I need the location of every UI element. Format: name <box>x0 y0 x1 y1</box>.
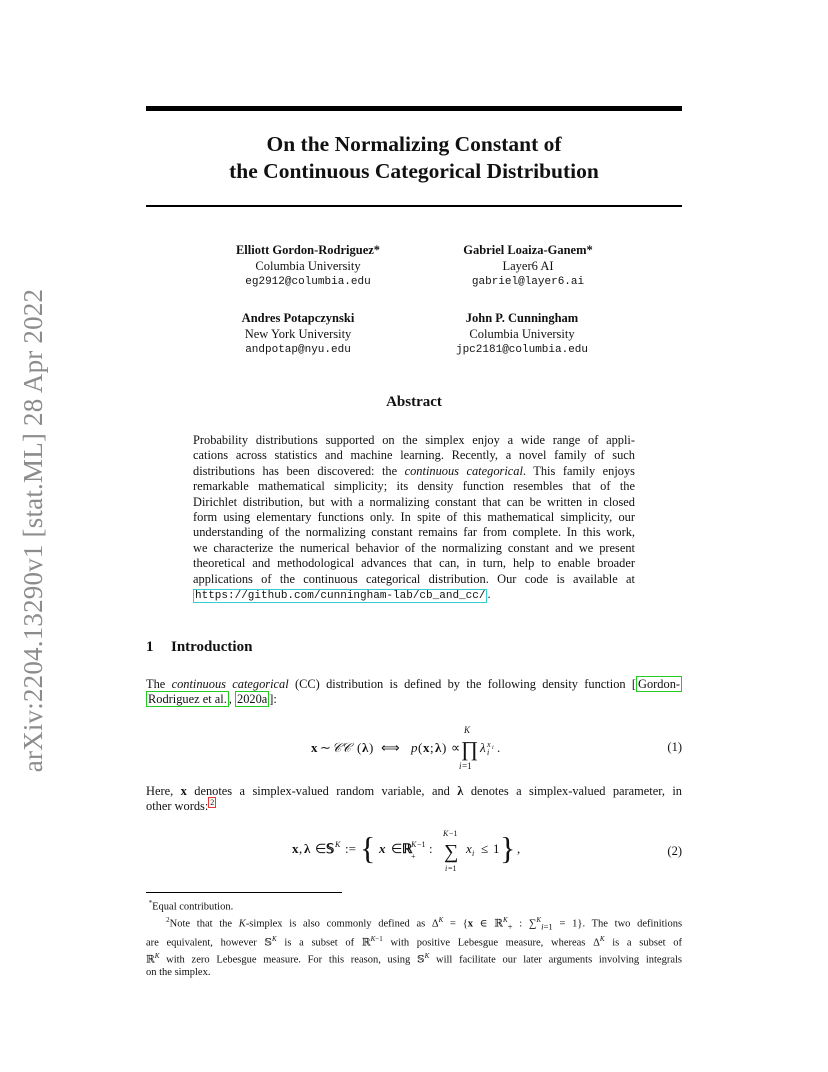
abstract-body <box>193 433 635 604</box>
author-email: gabriel@layer6.ai <box>471 276 585 288</box>
svg-text:x: x <box>466 841 472 856</box>
footnote-text: with positive Lebesgue measure, whereas <box>390 937 586 949</box>
abstract-text: . <box>487 587 491 602</box>
footnote-text: will facilitate our later arguments involving integrals <box>436 954 683 966</box>
equation-number: (1) <box>667 740 682 754</box>
paragraph-text: (CC) distribution is defined by the following density function [ <box>295 677 637 691</box>
svg-text:λ: λ <box>435 740 442 755</box>
footnote-text: are equivalent, however <box>146 937 257 949</box>
svg-text:,: , <box>299 841 303 856</box>
equation-1 <box>146 725 682 773</box>
svg-text:∏: ∏ <box>461 737 479 761</box>
author-block <box>412 310 632 358</box>
svg-text:𝒞𝒞: 𝒞𝒞 <box>332 740 351 755</box>
paragraph-text: The <box>146 677 166 691</box>
paragraph-line <box>146 692 682 707</box>
author-name: Gabriel Loaiza-Ganem* <box>463 243 593 257</box>
footnote-2-line: ℝ$^K$ with zero Lebesgue measure. For this reason, using 𝕊$^K$ will facilitate our later arguments involving integrals <box>146 951 683 966</box>
svg-text::: : <box>429 841 433 856</box>
svg-text:): ) <box>442 740 447 755</box>
svg-text:𝕊: 𝕊 <box>326 841 335 856</box>
footnote-rule <box>146 892 342 893</box>
svg-text:K: K <box>335 840 341 849</box>
svg-text:⟺: ⟺ <box>381 740 400 755</box>
section-heading <box>146 639 252 656</box>
author-email: andpotap@nyu.edu <box>245 344 351 356</box>
footnote-2-line: $^2$Note that the K-simplex is also commonly defined as $\Delta^K = \{x$ ∈ ℝ$^K_+$ : ∑$^K_{i=1}$ = 1}. The two definitions <box>166 915 683 932</box>
svg-text:=1: =1 <box>448 864 457 873</box>
intro-paragraph <box>146 784 682 815</box>
svg-text:;: ; <box>430 740 434 755</box>
abstract-line: understanding of the normalizing constant remains far from complete. In this work, <box>193 525 635 540</box>
svg-text:λ: λ <box>304 841 311 856</box>
abstract-line: applications of the continuous categorical distribution. Our code is available at <box>193 571 635 586</box>
svg-text:K: K <box>411 840 417 849</box>
equation-1-formula <box>146 725 642 773</box>
footnote-text: with zero Lebesgue measure. For this reason, using <box>166 954 411 966</box>
math-lambda: λ <box>457 784 464 798</box>
abstract-line: form using elementary functions only. In spite of this mathematical simplicity, our <box>193 510 635 525</box>
svg-text:x: x <box>423 740 430 755</box>
title-line-1: On the Normalizing Constant of <box>266 132 562 156</box>
abstract-line: remarkable mathematical simplicity; its density function resembles that of the <box>193 479 635 494</box>
arxiv-stamp-text: arXiv:2204.13290v1 [stat.ML] 28 Apr 2022 <box>18 288 49 772</box>
paragraph-text: denotes a simplex-valued random variable, and <box>194 784 450 798</box>
author-name: John P. Cunningham <box>465 311 579 325</box>
abstract-line: Probability distributions supported on the simplex enjoy a wide range of appli- <box>193 433 635 447</box>
svg-text:=1: =1 <box>462 761 472 771</box>
footnote-2-line: on the simplex. <box>146 967 211 979</box>
author-affiliation: Columbia University <box>469 327 575 341</box>
title-top-rule <box>146 106 682 111</box>
abstract-line <box>193 464 635 479</box>
svg-text::=: := <box>345 841 356 856</box>
svg-text:i: i <box>492 745 494 751</box>
svg-text:.: . <box>497 740 501 755</box>
svg-text:∼: ∼ <box>320 740 331 755</box>
abstract-line: we characterize the numerical behavior of the normalizing constant and we present <box>193 540 635 555</box>
svg-text:K: K <box>443 829 449 838</box>
svg-text:x: x <box>292 841 299 856</box>
footnote-1 <box>146 897 682 914</box>
svg-text:K: K <box>464 725 471 735</box>
section-title: Introduction <box>171 639 253 655</box>
author-affiliation: New York University <box>244 327 352 341</box>
paragraph-text: denotes a simplex-valued parameter, in <box>470 784 683 798</box>
abstract-line <box>193 587 635 604</box>
title-bottom-rule <box>146 205 682 207</box>
footnote-text: -simplex is also commonly defined as <box>245 918 426 929</box>
paper-title <box>146 131 682 185</box>
svg-text:−1: −1 <box>417 840 426 849</box>
svg-text:i: i <box>472 849 475 858</box>
svg-text:∈: ∈ <box>391 841 403 856</box>
author-email: eg2912@columbia.edu <box>245 276 371 288</box>
svg-text:+: + <box>411 852 416 861</box>
footnotes <box>146 897 682 979</box>
svg-text:(: ( <box>418 740 423 755</box>
svg-text:i: i <box>487 748 490 757</box>
footnote-text: Equal contribution. <box>152 901 234 913</box>
abstract-text: distributions has been discovered: the <box>193 463 398 478</box>
footnote-2-line: are equivalent, however 𝕊$^K$ is a subset of ℝ$^{K-1}$ with positive Lebesgue measure, whereas $\Delta^K$ is a subset of <box>146 935 682 949</box>
svg-text:λ: λ <box>480 740 486 755</box>
paragraph-text: , <box>228 692 232 707</box>
svg-text:ℝ: ℝ <box>402 841 413 856</box>
paragraph-text: Here, <box>146 784 174 798</box>
paragraph-emphasis: continuous categorical <box>171 677 289 691</box>
title-line-2: the Continuous Categorical Distribution <box>229 159 599 183</box>
svg-text:{: { <box>360 830 376 866</box>
equation-2 <box>146 827 682 875</box>
author-affiliation: Layer6 AI <box>502 259 554 273</box>
abstract-heading: Abstract <box>386 394 442 410</box>
code-link[interactable]: https://github.com/cunningham-lab/cb_and_cc/ <box>195 590 486 603</box>
author-block <box>188 310 408 358</box>
author-block <box>418 242 638 290</box>
svg-text:λ: λ <box>362 740 369 755</box>
svg-text:−1: −1 <box>449 829 458 838</box>
svg-text:1: 1 <box>493 841 500 856</box>
author-name: Andres Potapczynski <box>241 311 355 325</box>
citation-link[interactable]: Rodriguez et al. <box>148 692 227 707</box>
svg-text:i: i <box>445 864 448 873</box>
equation-2-formula <box>146 827 642 875</box>
footnote-mark: * <box>148 899 153 907</box>
footnote-text: is a subset of <box>612 937 682 949</box>
footnote-mark: 2 <box>166 915 170 924</box>
svg-text:): ) <box>369 740 374 755</box>
author-email: jpc2181@columbia.edu <box>455 344 589 356</box>
svg-text:x: x <box>311 740 318 755</box>
abstract-line: theoretical and methodological advances that can, in turn, help to enable broader <box>193 556 635 571</box>
abstract-emphasis: continuous categorical <box>404 463 523 478</box>
arxiv-stamp <box>12 280 56 780</box>
svg-text:∈: ∈ <box>315 841 327 856</box>
svg-text:≤: ≤ <box>481 841 489 856</box>
paragraph-line <box>146 799 682 814</box>
svg-text:p: p <box>411 740 418 755</box>
svg-text:x: x <box>379 841 386 856</box>
paragraph-text: other words: <box>146 799 209 814</box>
paragraph-line <box>146 784 682 799</box>
author-name: Elliott Gordon-Rodriguez* <box>235 243 381 257</box>
section-number: 1 <box>146 639 154 655</box>
svg-text:∝: ∝ <box>451 740 461 755</box>
citation-link[interactable]: Gordon- <box>638 677 681 691</box>
svg-text:∑: ∑ <box>444 841 459 863</box>
abstract-text: . This family enjoys <box>522 463 636 478</box>
citation-link[interactable]: 2020a <box>237 692 268 707</box>
paragraph-line <box>146 677 682 692</box>
paragraph-text: ]: <box>269 692 277 707</box>
footnote-text: Note that the <box>169 918 233 929</box>
footnote-text: is a subset of <box>284 937 355 949</box>
footnote-ref[interactable]: 2 <box>210 798 215 808</box>
abstract-line: Dirichlet distribution, but with a normalizing constant that can be written in closed <box>193 494 635 509</box>
footnote-text: . The two definitions <box>582 918 683 929</box>
svg-text:i: i <box>459 761 462 771</box>
equation-number: (2) <box>667 844 682 858</box>
svg-text:}: } <box>500 830 516 866</box>
author-affiliation: Columbia University <box>255 259 361 273</box>
abstract-line: cations across statistics and machine learning. Recently, a novel family of such <box>193 448 635 463</box>
svg-text:(: ( <box>357 740 362 755</box>
svg-text:,: , <box>517 841 521 856</box>
intro-paragraph <box>146 677 682 708</box>
author-block <box>198 242 418 290</box>
svg-text:x: x <box>487 740 491 749</box>
math-x: x <box>180 784 187 798</box>
